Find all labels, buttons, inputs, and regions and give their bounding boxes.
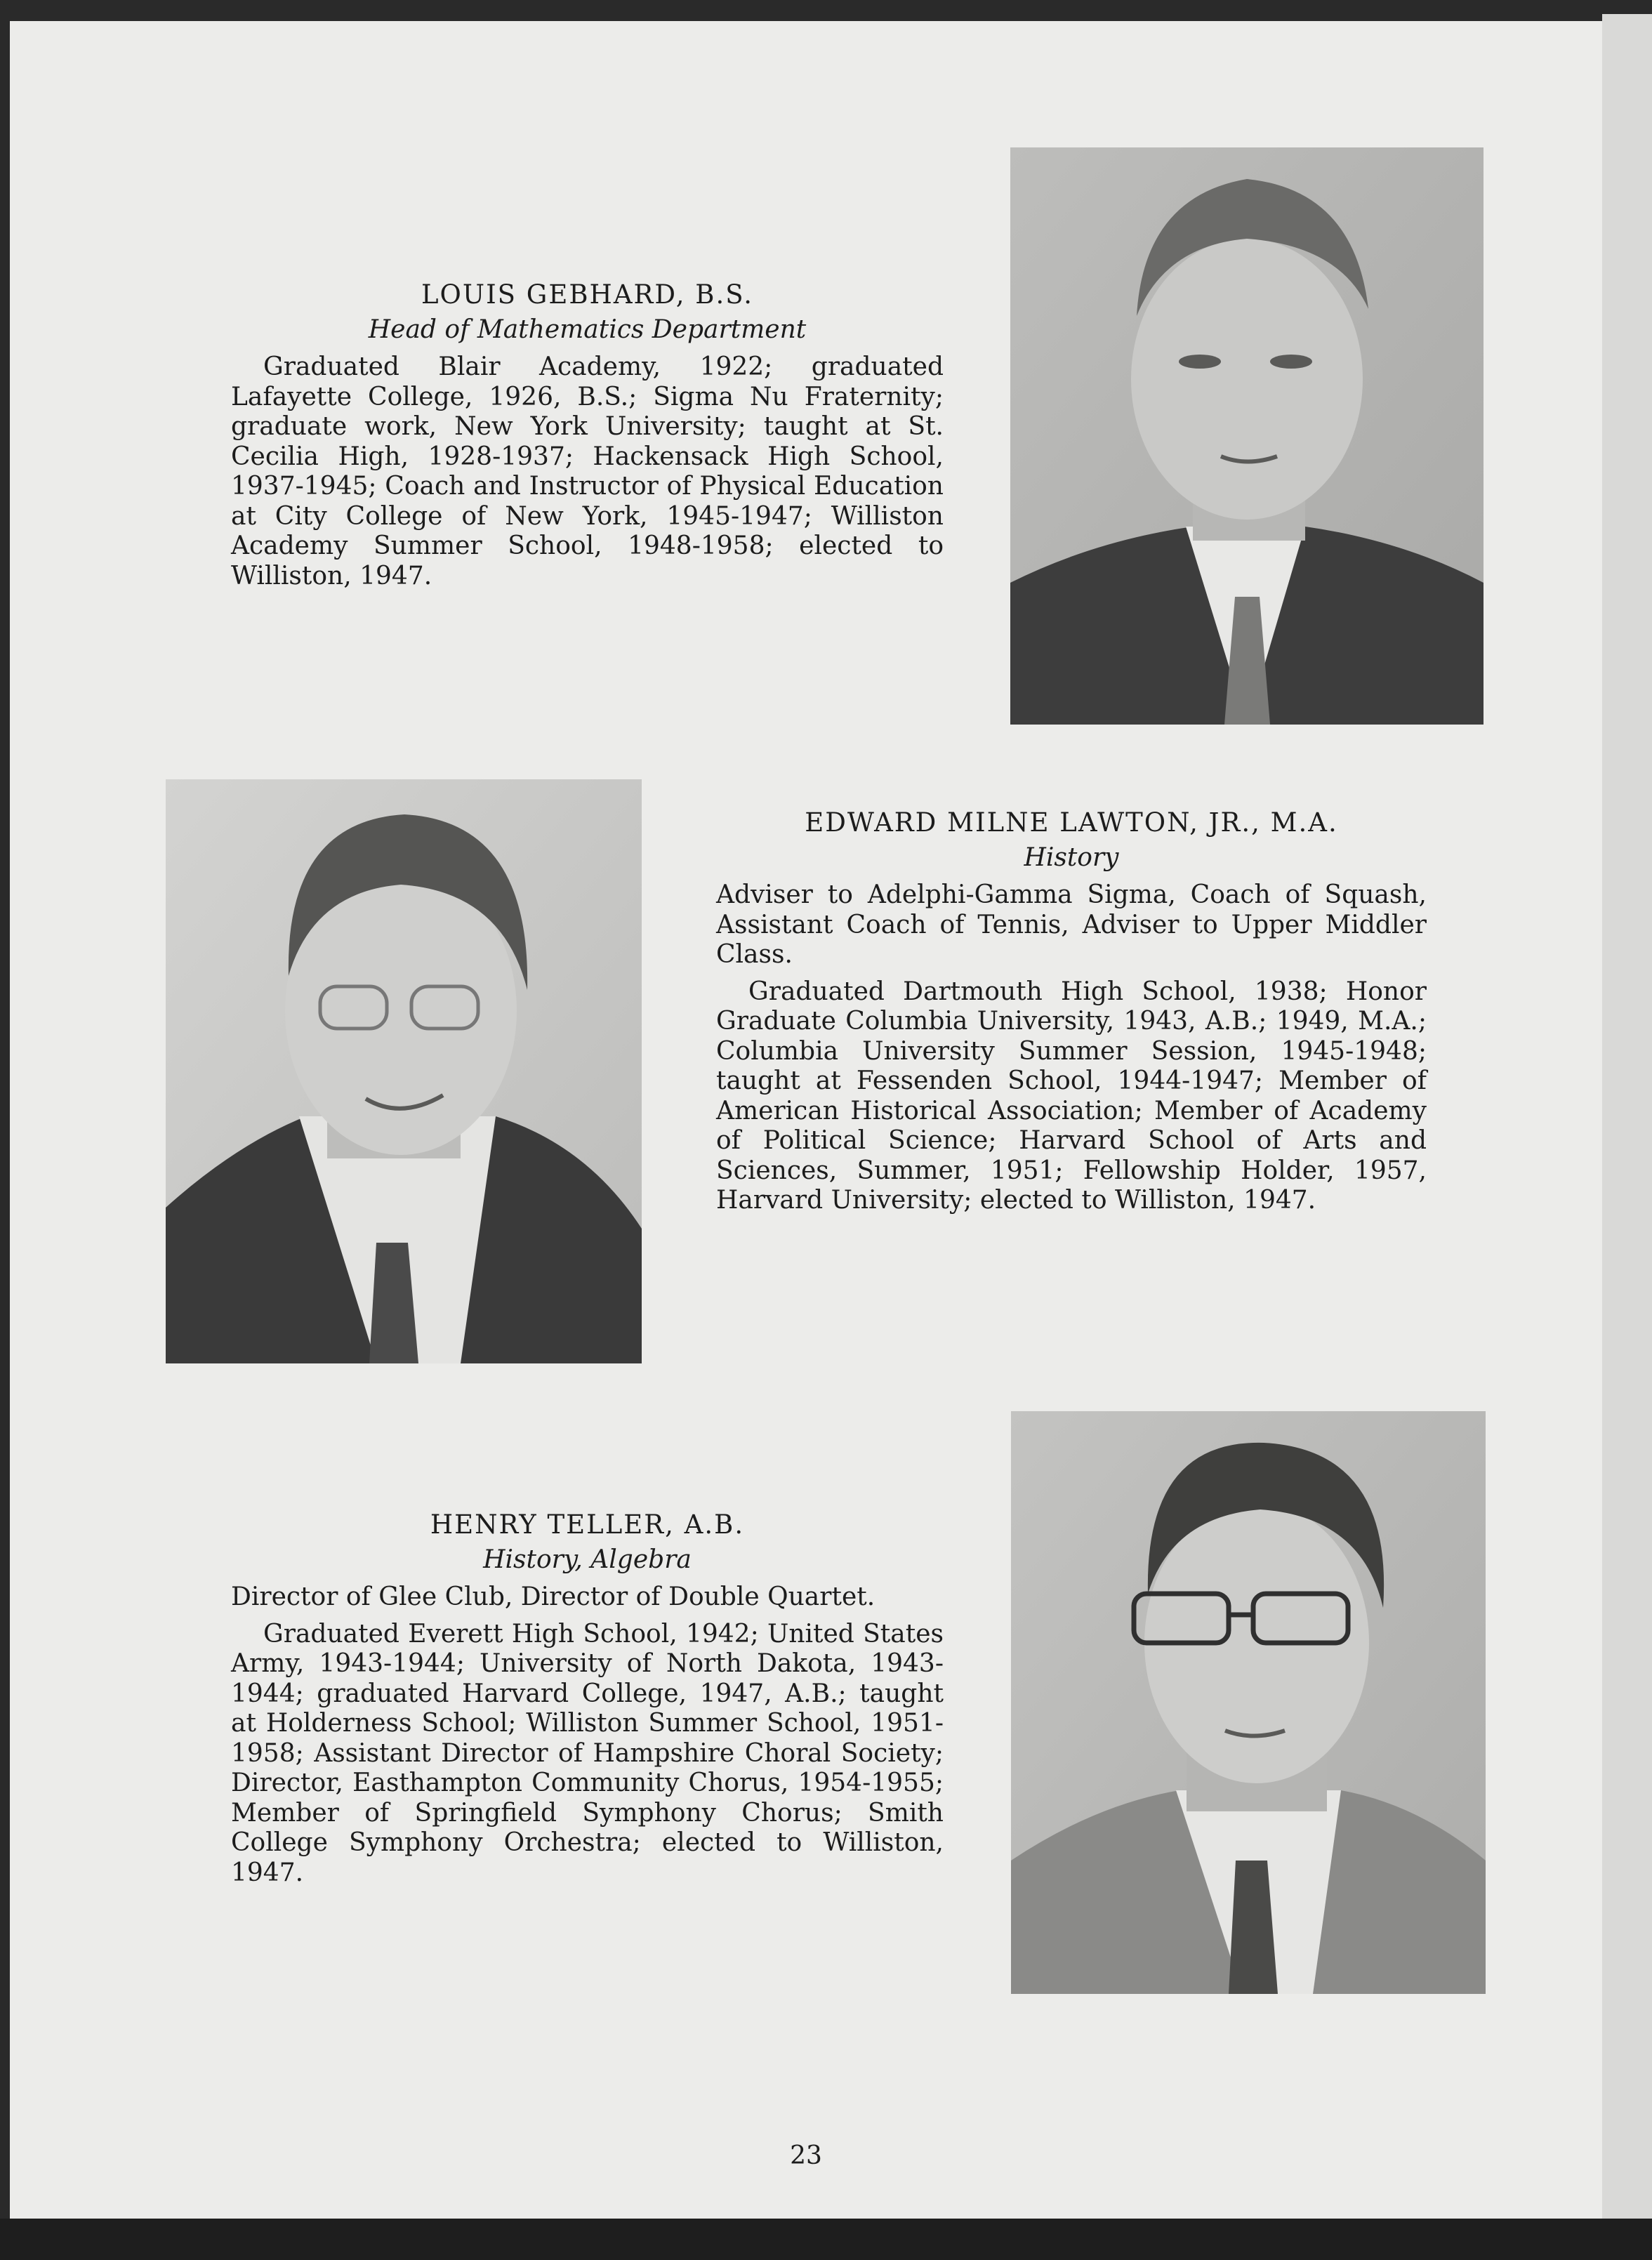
faculty-name: HENRY TELLER, A.B. [430,1509,745,1540]
faculty-role: History [1024,843,1119,872]
yearbook-page [10,21,1602,2219]
faculty-bio: Graduated Blair Academy, 1922; graduated Lafayette College, 1926, B.S.; Sigma Nu Fraternity; graduate work, New York University; taught at St. Cecilia High, 1928-1937; Hackensack High School, 1937-1945; Coach and Instructor of Physical Education at City College of New York, 1945-1947; Williston Academy Summer School, 1948-1958; elected to Williston, 1947. [231,352,944,590]
faculty-role: History, Algebra [483,1545,692,1574]
faculty-activities: Director of Glee Club, Director of Double Quartet. [231,1582,875,1611]
faculty-entry-lawton [716,807,1427,1216]
faculty-bio: Graduated Everett High School, 1942; United States Army, 1943-1944; University of North Dakota, 1943-1944; graduated Harvard College, 1947, A.B.; taught at Holderness School; Williston Summer School, 1951-1958; Assistant Director of Hampshire Choral Society; Director, Easthampton Community Chorus, 1954-1955; Member of Springfield Symphony Chorus; Smith College Symphony Orchestra; elected to Williston, 1947. [231,1619,944,1887]
scan-bottom-edge [0,2219,1652,2260]
faculty-role: Head of Mathematics Department [368,315,807,344]
faculty-activities: Adviser to Adelphi-Gamma Sigma, Coach of Squash, Assistant Coach of Tennis, Adviser to Upper Middler Class. [716,880,1427,969]
faculty-entry-teller [231,1509,944,1888]
faculty-bio: Graduated Dartmouth High School, 1938; Honor Graduate Columbia University, 1943, A.B.; 1949, M.A.; Columbia University Summer Session, 1945-1948; taught at Fessenden School, 1944-1947; Member of American Historical Association; Member of Academy of Political Science; Harvard School of Arts and Sciences, Summer, 1951; Fellowship Holder, 1957, Harvard University; elected to Williston, 1947. [716,977,1427,1215]
faculty-name: EDWARD MILNE LAWTON, JR., M.A. [805,807,1338,838]
scan-right-edge [1602,14,1652,2260]
portrait-louis-gebhard [1010,147,1484,725]
portrait-edward-lawton [166,779,642,1363]
portrait-henry-teller [1011,1411,1486,1994]
faculty-entry-gebhard [231,279,944,591]
faculty-name: LOUIS GEBHARD, B.S. [421,279,754,310]
page-number: 23 [790,2141,822,2170]
